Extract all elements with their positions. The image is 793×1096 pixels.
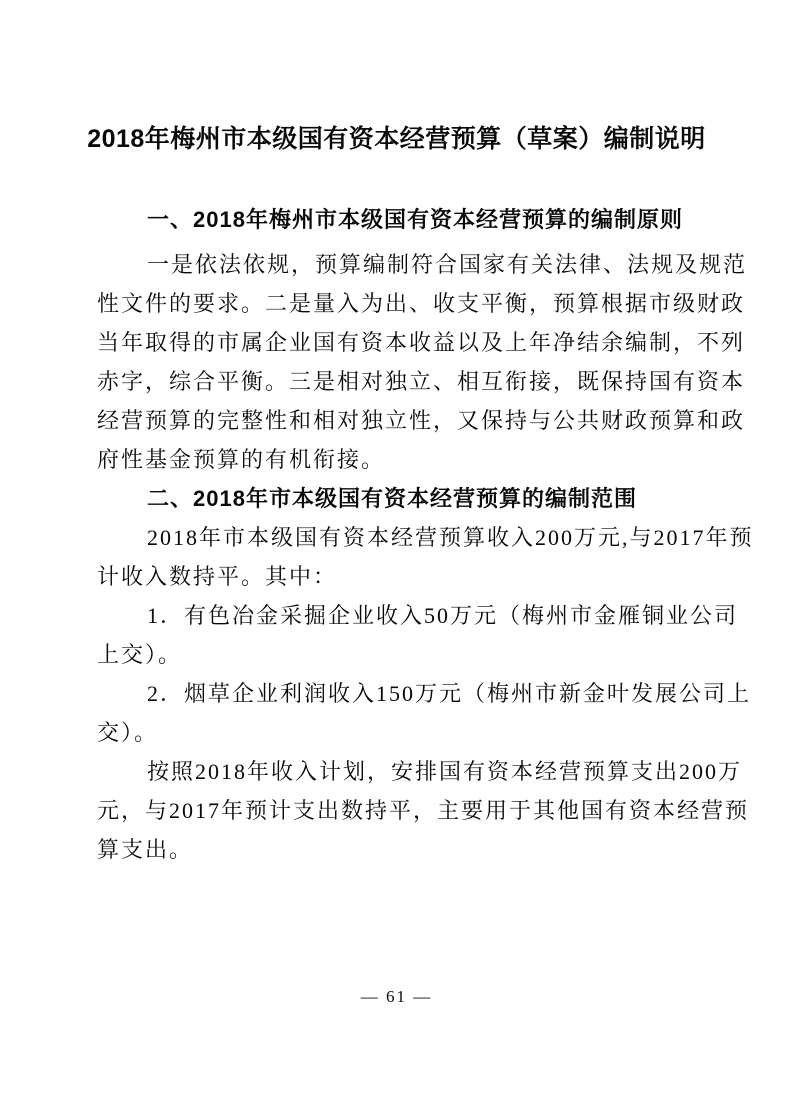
list-item-2-line: 交）。: [97, 720, 159, 745]
paragraph-line: 赤字，综合平衡。三是相对独立、相互衔接，既保持国有资本: [97, 369, 746, 394]
paragraph-line: 经营预算的完整性和相对独立性，又保持与公共财政预算和政: [97, 408, 746, 433]
list-item-1-line: 1．有色冶金采掘企业收入50万元（梅州市金雁铜业公司: [147, 603, 739, 628]
paragraph-line: 元，与2017年预计支出数持平，主要用于其他国有资本经营预: [97, 798, 750, 823]
document-body: [97, 200, 754, 869]
list-item-1-line: 上交）。: [97, 642, 183, 667]
paragraph-line: 按照2018年收入计划，安排国有资本经营预算支出200万: [147, 759, 743, 784]
section-1-heading: 一、2018年梅州市本级国有资本经营预算的编制原则: [147, 207, 683, 232]
document-title: 2018年梅州市本级国有资本经营预算（草案）编制说明: [87, 125, 706, 153]
page-footer: [0, 985, 793, 1009]
page-number: — 61 —: [360, 987, 433, 1006]
paragraph-line: 2018年市本级国有资本经营预算收入200万元,与2017年预: [147, 525, 754, 550]
paragraph-line: 计收入数持平。其中：: [97, 564, 338, 589]
paragraph-line: 算支出。: [97, 837, 194, 862]
paragraph-line: 当年取得的市属企业国有资本收益以及上年净结余编制，不列: [97, 330, 746, 355]
section-2-heading: 二、2018年市本级国有资本经营预算的编制范围: [147, 486, 637, 511]
paragraph-line: 性文件的要求。二是量入为出、收支平衡，预算根据市级财政: [97, 291, 746, 316]
paragraph-line: 一是依法依规，预算编制符合国家有关法律、法规及规范: [147, 252, 748, 277]
paragraph-line: 府性基金预算的有机衔接。: [97, 447, 386, 472]
list-item-2-line: 2．烟草企业利润收入150万元（梅州市新金叶发展公司上: [147, 681, 752, 706]
